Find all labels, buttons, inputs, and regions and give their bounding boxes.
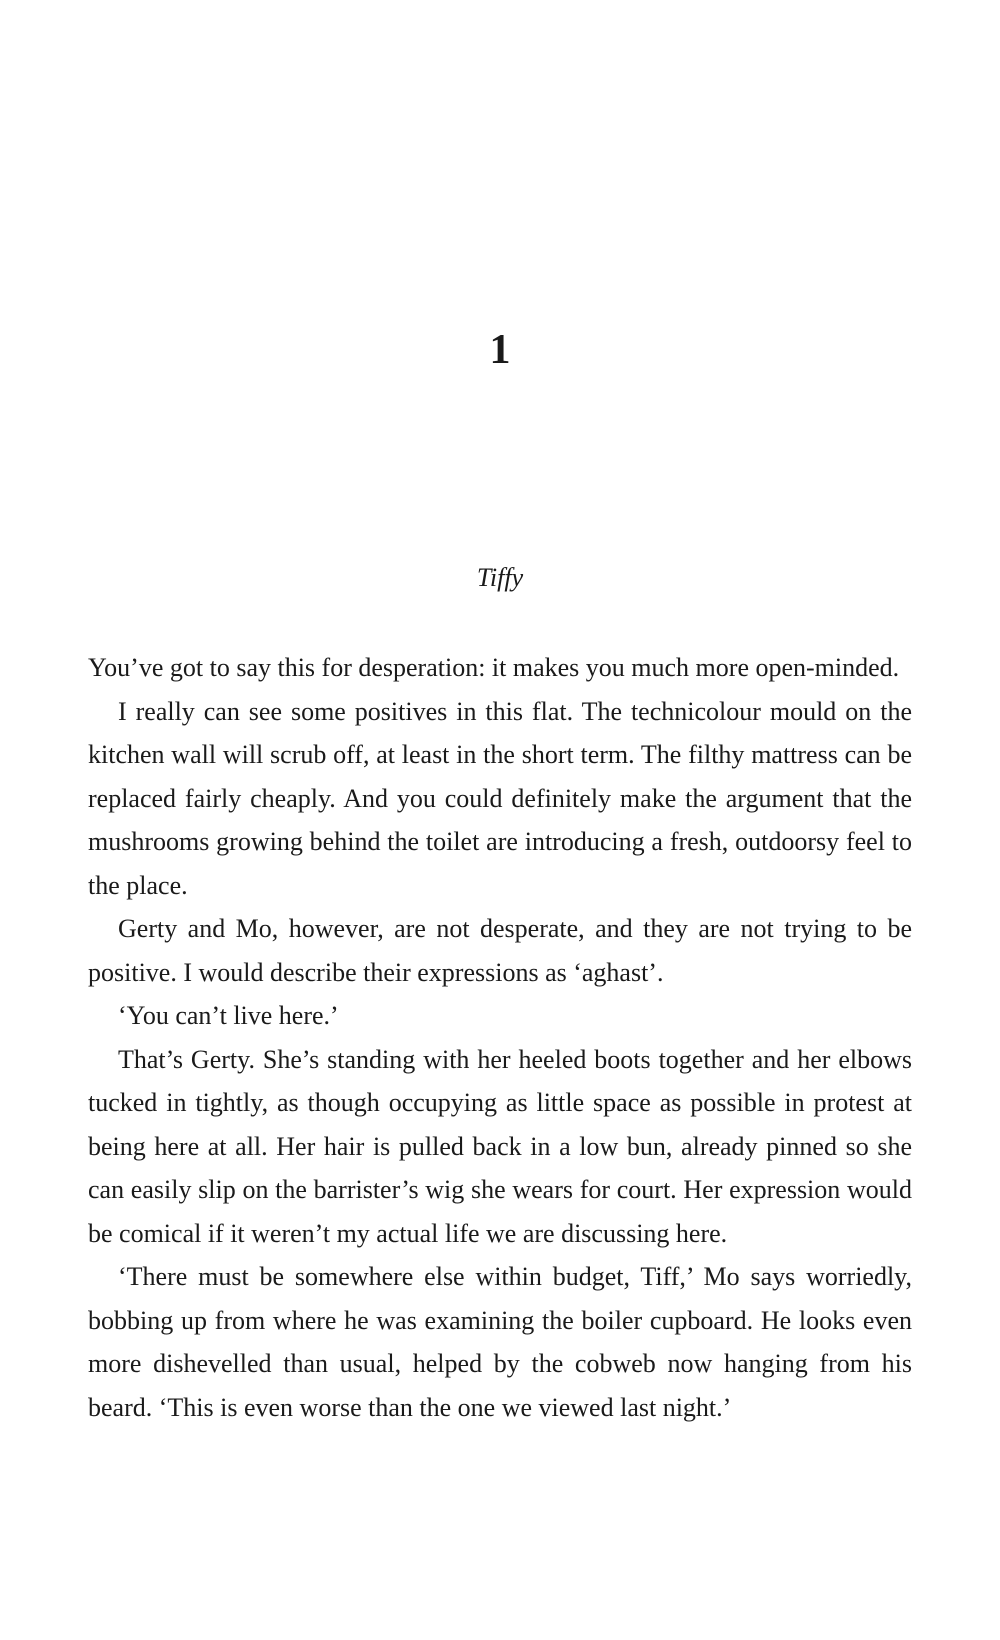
body-text: [88, 646, 912, 1429]
paragraph: ‘You can’t live here.’: [118, 1001, 339, 1030]
paragraph: You’ve got to say this for desperation: it makes you much more open-minded.: [88, 653, 900, 682]
paragraph: I really can see some positives in this flat. The technicolour mould on the kitchen wall will scrub off, at least in the short term. The filthy mattress can be replaced fairly cheaply. And you could definitely make the argument that the mushrooms growing behind the toilet are introducing a fresh, outdoorsy feel to the place.: [88, 696, 912, 900]
paragraph: ‘There must be somewhere else within budget, Tiff,’ Mo says worriedly, bobbing up from where he was examining the boiler cupboard. He looks even more dishevelled than usual, helped by the cobweb now hanging from his beard. ‘This is even worse than the one we viewed last night.’: [88, 1262, 912, 1422]
chapter-title: Tiffy: [476, 563, 524, 592]
paragraph: Gerty and Mo, however, are not desperate, and they are not trying to be positive. I would describe their expressions as ‘aghast’.: [88, 914, 912, 987]
chapter-number: 1: [489, 327, 511, 373]
paragraph: That’s Gerty. She’s standing with her heeled boots together and her elbows tucked in tightly, as though occupying as little space as possible in protest at being here at all. Her hair is pulled back in a low bun, already pinned so she can easily slip on the barrister’s wig she wears for court. Her expression would be comical if it weren’t my actual life we are discussing here.: [88, 1044, 912, 1248]
